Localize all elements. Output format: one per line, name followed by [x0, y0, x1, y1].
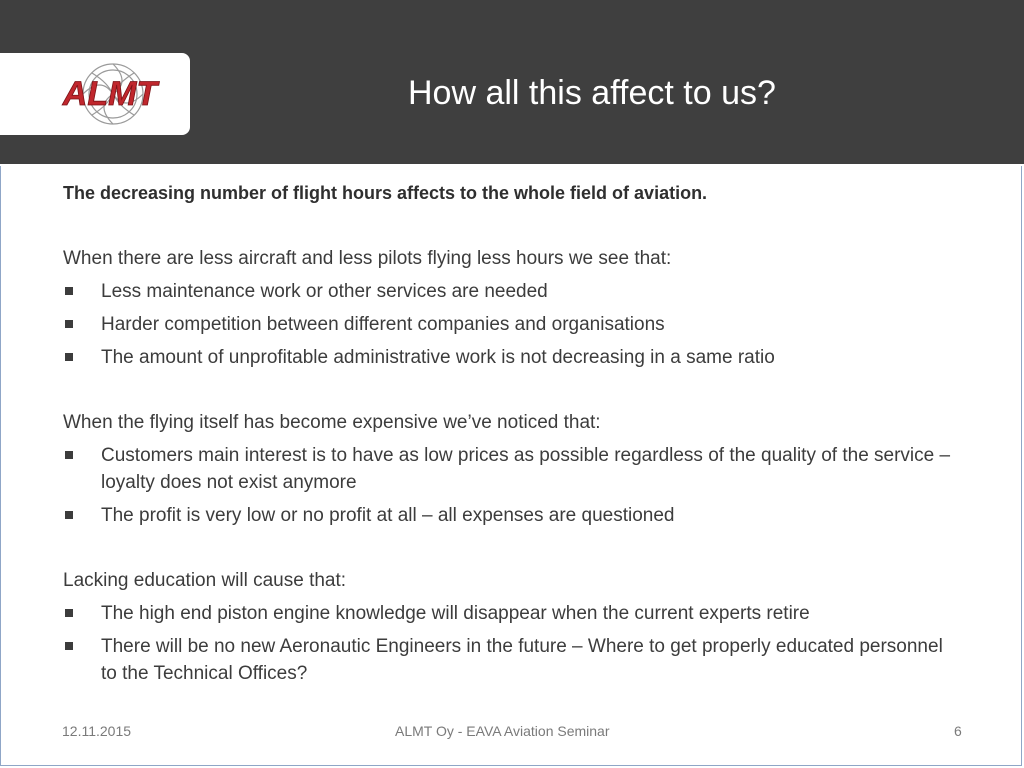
- section3-lead: Lacking education will cause that:: [63, 570, 347, 591]
- footer-center-text: ALMT Oy - EAVA Aviation Seminar: [395, 723, 610, 739]
- section1-lead: When there are less aircraft and less pilots flying less hours we see that:: [63, 248, 672, 269]
- section2-item: The profit is very low or no profit at all – all expenses are questioned: [101, 505, 675, 526]
- bullet-marker: [65, 451, 73, 459]
- bullet-marker: [65, 609, 73, 617]
- almt-logo: [45, 61, 175, 127]
- footer-page-number: 6: [954, 723, 962, 739]
- section2-item: Customers main interest is to have as low prices as possible regardless of the quality of the service – loyalty does not exist anymore: [101, 445, 951, 493]
- intro-statement: The decreasing number of flight hours affects to the whole field of aviation.: [63, 183, 708, 203]
- footer-date: 12.11.2015: [62, 723, 132, 739]
- logo-container: [0, 53, 190, 135]
- bullet-marker: [65, 353, 73, 361]
- logo-text: ALMT: [62, 75, 158, 113]
- section1-item: Less maintenance work or other services are needed: [101, 281, 548, 302]
- slide-header: [0, 0, 1024, 164]
- bullet-marker: [65, 642, 73, 650]
- bullet-marker: [65, 287, 73, 295]
- slide-title: How all this affect to us?: [408, 74, 776, 112]
- bullet-marker: [65, 511, 73, 519]
- section3-item: There will be no new Aeronautic Engineers in the future – Where to get properly educated personnel to the Technical Offices?: [101, 636, 943, 684]
- section1-item: The amount of unprofitable administrative work is not decreasing in a same ratio: [101, 347, 775, 368]
- bullet-marker: [65, 320, 73, 328]
- section1-item: Harder competition between different companies and organisations: [101, 314, 665, 335]
- section3-item: The high end piston engine knowledge will disappear when the current experts retire: [101, 603, 810, 624]
- section2-lead: When the flying itself has become expensive we’ve noticed that:: [63, 412, 601, 433]
